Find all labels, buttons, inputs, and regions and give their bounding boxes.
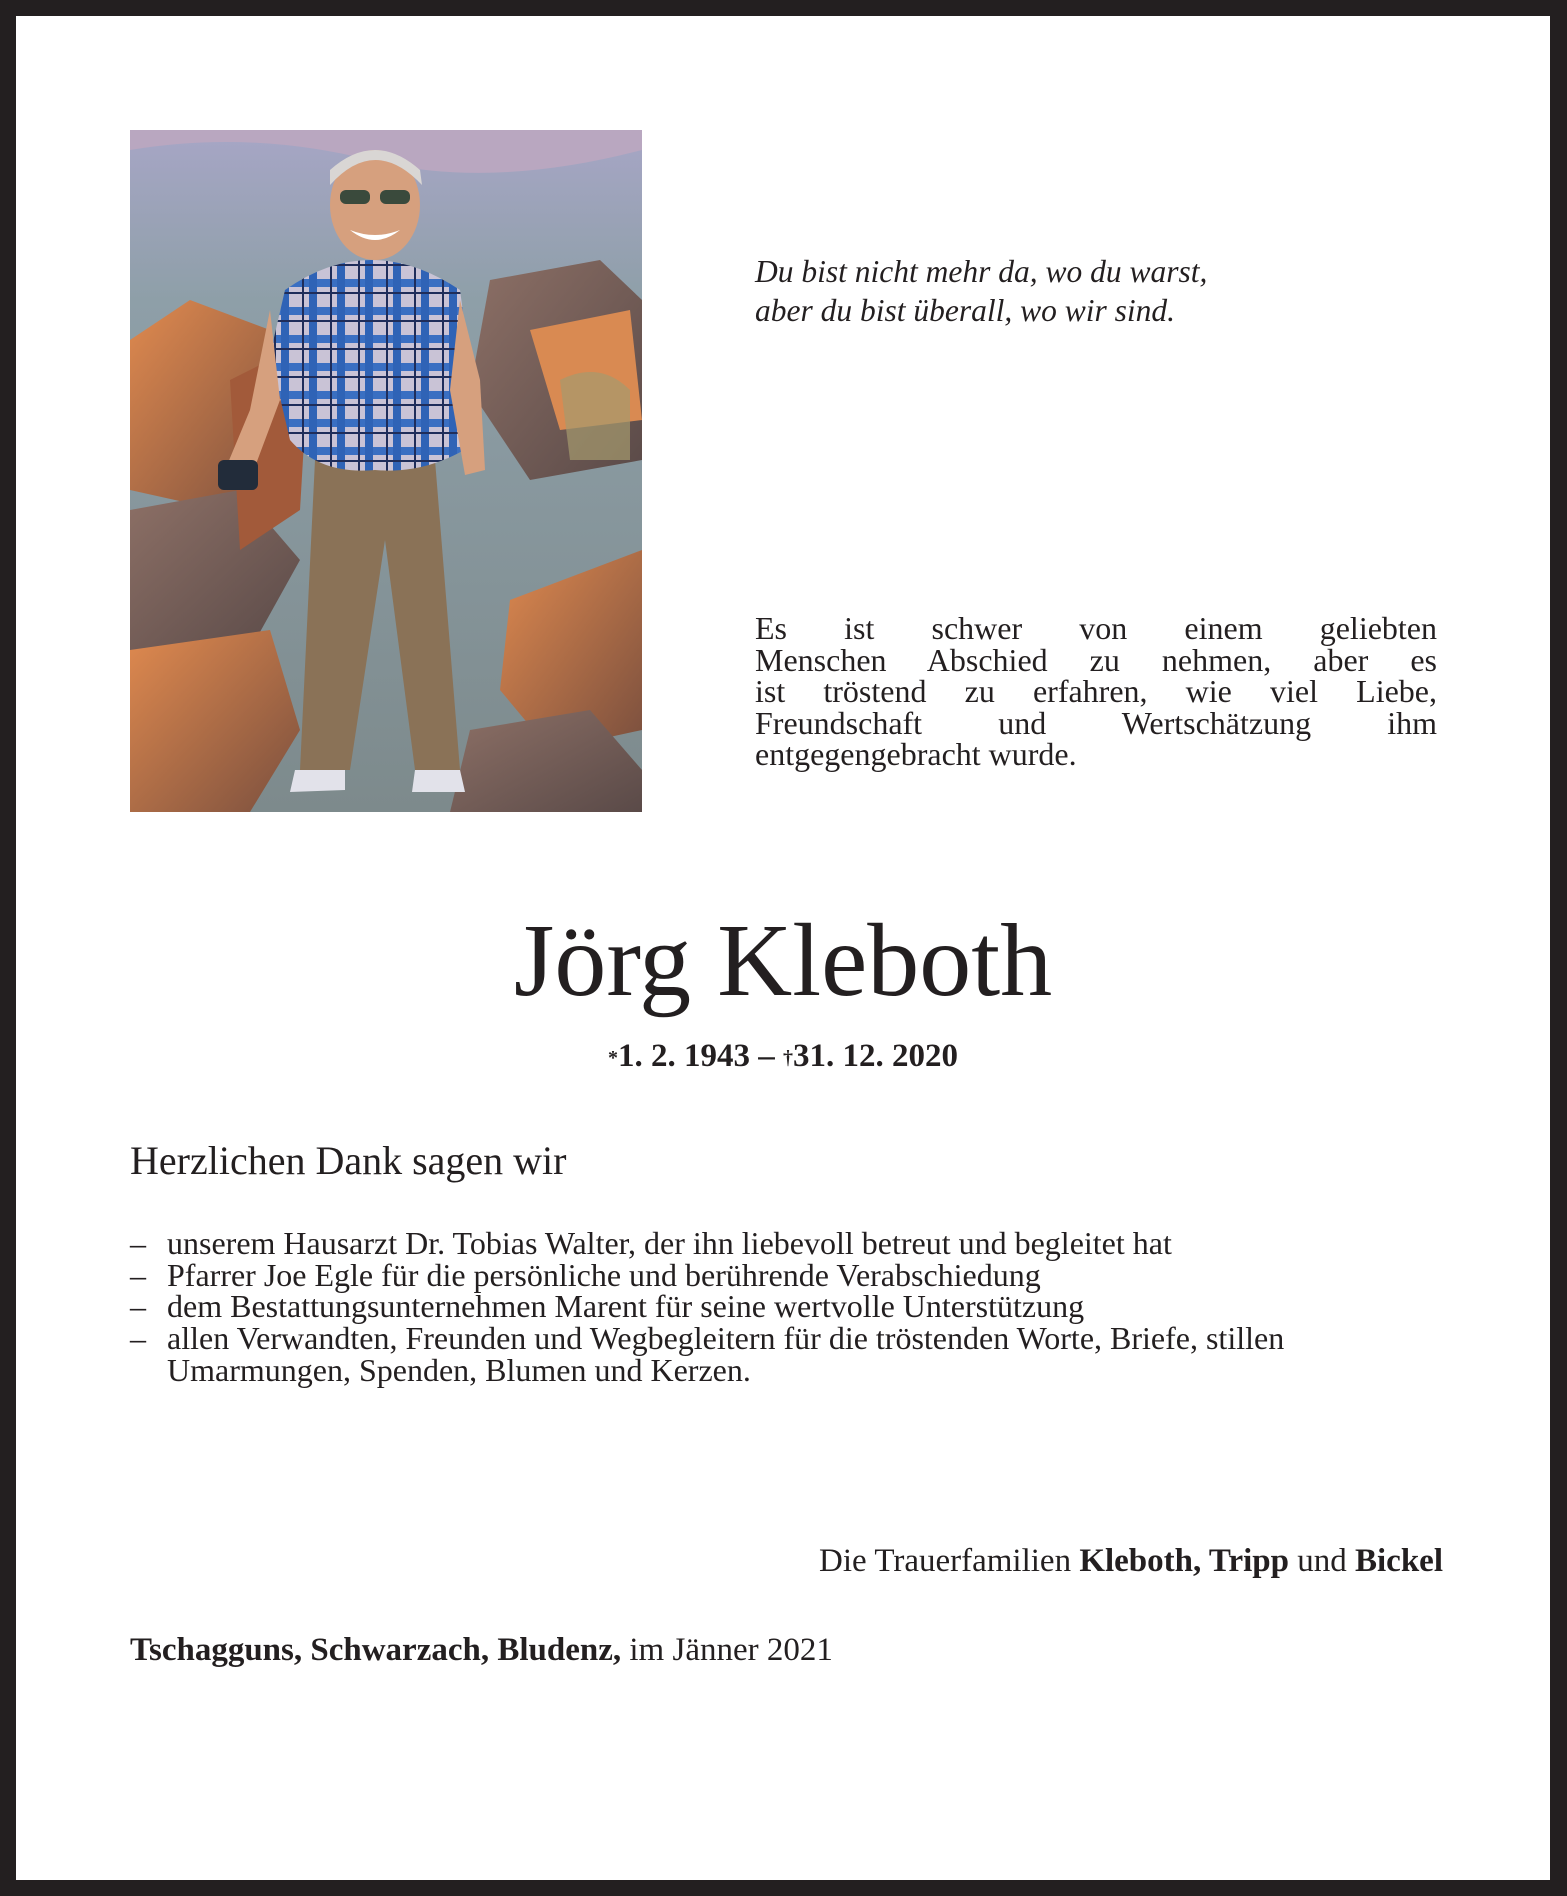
dash-bullet: – — [130, 1256, 146, 1293]
thanks-heading: Herzlichen Dank sagen wir — [130, 1138, 567, 1183]
quote-line: aber du bist überall, wo wir sind. — [755, 293, 1176, 328]
paragraph-line: ist tröstend zu erfahren, wie viel Liebe, — [755, 673, 1437, 710]
thanks-item — [130, 1256, 1460, 1293]
birth-date: 1. 2. 1943 — [618, 1038, 750, 1074]
place-and-date — [130, 1630, 833, 1670]
dash-bullet: – — [130, 1288, 146, 1325]
paragraph-line: Es ist schwer von einem geliebten — [755, 610, 1437, 646]
family-name: Bickel — [1355, 1543, 1443, 1579]
thanks-item — [130, 1225, 1460, 1261]
thanks-item-text: allen Verwandten, Freunden und Wegbegleitern für die tröstenden Worte, Briefe, stillen Umarmungen, Spenden, Blumen und Kerzen. — [167, 1320, 1285, 1388]
places: Tschagguns, Schwarzach, Bludenz, — [130, 1632, 622, 1668]
obituary-page — [16, 16, 1550, 1880]
thanks-item-text: dem Bestattungsunternehmen Marent für seine wertvolle Unterstützung — [167, 1288, 1085, 1325]
family-signature — [819, 1541, 1443, 1581]
birth-symbol: * — [608, 1047, 618, 1069]
life-dates — [16, 1036, 1550, 1076]
thanks-item — [130, 1288, 1460, 1325]
death-cross-icon: † — [783, 1047, 793, 1069]
date-separator: – — [750, 1038, 783, 1074]
family-names: Kleboth, Tripp — [1079, 1543, 1289, 1579]
farewell-paragraph — [755, 610, 1437, 773]
thanks-item-text: unserem Hausarzt Dr. Tobias Walter, der ihn liebevoll betreut und begleitet hat — [167, 1225, 1172, 1261]
signature-prefix: Die Trauerfamilien — [819, 1543, 1080, 1579]
signature-connector: und — [1289, 1543, 1355, 1579]
portrait-photo-image — [130, 130, 642, 812]
death-date: 31. 12. 2020 — [793, 1038, 958, 1074]
thanks-item-text: Pfarrer Joe Egle für die persönliche und berührende Verabschiedung — [167, 1256, 1041, 1293]
dash-bullet: – — [130, 1225, 146, 1261]
paragraph-line: Freundschaft und Wertschätzung ihm — [755, 704, 1437, 741]
quote-line: Du bist nicht mehr da, wo du warst, — [755, 254, 1208, 289]
portrait-photo — [130, 130, 642, 812]
memorial-quote — [755, 252, 1395, 330]
thanks-item — [130, 1320, 1460, 1388]
deceased-name: Jörg Kleboth — [513, 903, 1053, 1018]
dash-bullet: – — [130, 1320, 146, 1357]
thanks-list — [130, 1225, 1460, 1388]
paragraph-line: entgegengebracht wurde. — [755, 736, 1077, 773]
paragraph-line: Menschen Abschied zu nehmen, aber es — [755, 641, 1437, 678]
date: im Jänner 2021 — [621, 1632, 833, 1668]
